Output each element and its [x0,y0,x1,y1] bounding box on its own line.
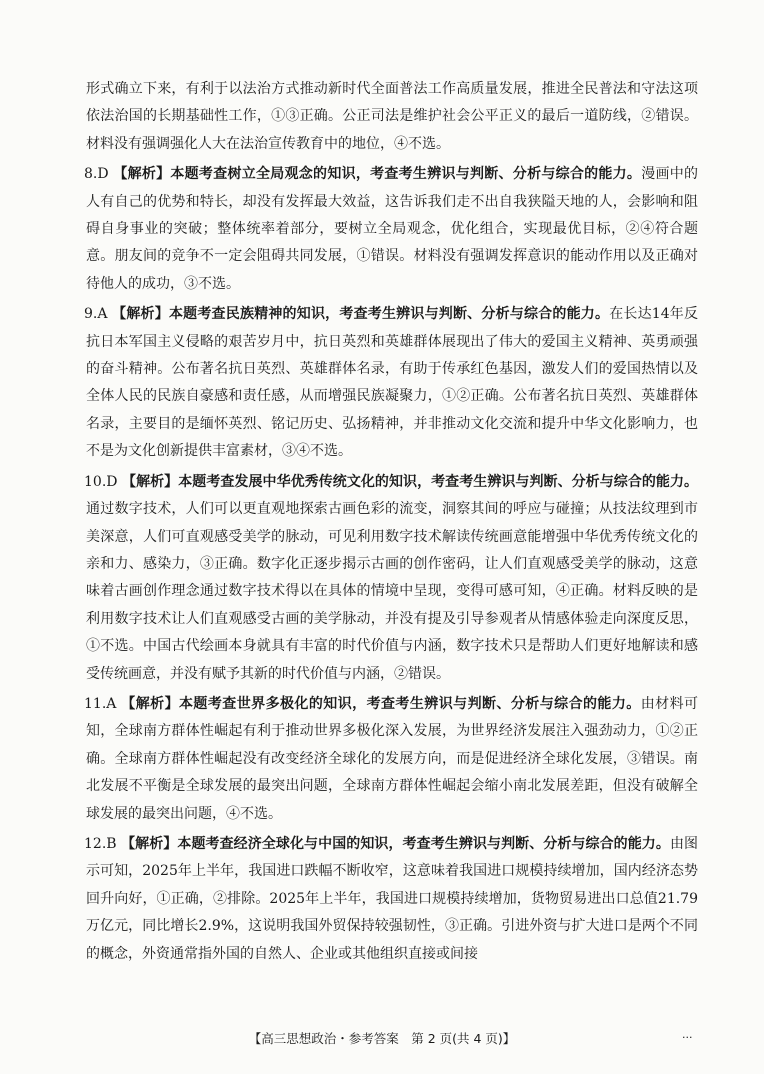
question-lead: 本题考查树立全局观念的知识，考查考生辨识与判断、分析与综合的能力。 [170,166,642,183]
question-lead: 本题考查经济全球化与中国的知识，考查考生辨识与判断、分析与综合的能力。 [177,835,670,852]
question-number: 10. [84,473,107,490]
question-12 [86,831,698,968]
question-answer: D [106,473,118,490]
question-10 [86,469,698,688]
analysis-tag: 【解析】 [121,695,179,712]
analysis-tag: 【解析】 [113,166,171,183]
question-8 [86,161,698,298]
analysis-tag: 【解析】 [121,835,178,852]
analysis-tag: 【解析】 [122,473,179,490]
question-body: 通过数字技术，人们可以更直观地探索古画色彩的流变，洞察其间的呼应与碰撞；从技法纹理到市美深意，人们可直观感受美学的脉动，可见利用数字技术解读传统画意能增强中华优秀传统文化的亲和力、感染力，③正确。数字化正逐步揭示古画的创作密码，让人们直观感受美学的脉动，这意味着古画创作理念通过数字技术得以在具体的情境中呈现，变得可感可知，④正确。材料反映的是利用数字技术让人们直观感受古画的美学脉动，并没有提及引导参观者从情感体验走向深度反思，①不选。中国古代绘画本身就具有丰富的时代价值与内涵，数字技术只是帮助人们更好地解读和感受传统画意，并没有赋予其新的时代价值与内涵，②错误。 [86,501,698,682]
answer-content [86,76,698,968]
analysis-tag: 【解析】 [112,306,169,323]
question-lead: 本题考查发展中华优秀传统文化的知识，考查考生辨识与判断、分析与综合的能力。 [178,473,699,490]
question-answer: D [97,166,109,183]
question-body: 漫画中的人有自己的优势和特长，却没有发挥最大效益，这告诉我们走不出自我狭隘天地的人，会影响和阻碍自身事业的突破；整体统率着部分，要树立全局观念，优化组合，实现最优目标，②④符合题意。朋友间的竞争不一定会阻碍共同发展，①错误。材料没有强调发挥意识的能动作用以及正确对待他人的成功，③不选。 [86,166,699,292]
footer-mark: ... [682,1028,693,1041]
question-body: 由材料可知，全球南方群体性崛起有利于推动世界多极化深入发展，为世界经济发展注入强劲动力，①②正确。全球南方群体性崛起没有改变经济全球化的发展方向，而是促进经济全球化发展，③错误。南北发展不平衡是全球发展的最突出问题，全球南方群体性崛起会缩小南北发展差距，但没有破解全球发展的最突出问题，④不选。 [86,695,699,822]
question-11 [86,691,698,828]
question-answer: A [97,306,108,323]
question-number: 12. [84,835,107,852]
question-body: 由图示可知，2025年上半年，我国进口跌幅不断收窄，这意味着我国进口规模持续增加，国内经济态势回升向好，①正确，②排除。2025年上半年，我国进口规模持续增加，货物贸易进出口总值21.79万亿元，同比增长2.9%，这说明我国外贸保持较强韧性，③正确。引进外资与扩大进口是两个不同的概念，外资通常指外国的自然人、企业或其他组织直接或间接 [86,835,699,962]
question-lead: 本题考查民族精神的知识，考查考生辨识与判断、分析与综合的能力。 [168,306,610,323]
page-footer: 【高三思想政治・参考答案 第 2 页(共 4 页)】 [248,1031,516,1046]
question-9 [86,301,698,465]
question-number: 9. [84,306,98,323]
question-answer: B [106,835,117,852]
question-lead: 本题考查世界多极化的知识，考查考生辨识与判断、分析与综合的能力。 [179,695,641,712]
question-answer: A [106,695,117,712]
intro-paragraph: 形式确立下来，有利于以法治方式推动新时代全面普法工作高质量发展，推进全民普法和守法这项依法治国的长期基础性工作，①③正确。公正司法是维护社会公平正义的最后一道防线，②错误。材料没有强调强化人大在法治宣传教育中的地位，④不选。 [86,81,698,152]
question-number: 11. [84,695,107,712]
question-number: 8. [84,166,98,183]
question-body: 在长达14年反抗日本军国主义侵略的艰苦岁月中，抗日英烈和英雄群体展现出了伟大的爱国主义精神、英勇顽强的奋斗精神。公布著名抗日英烈、英雄群体名录，有助于传承红色基因，激发人们的爱国热情以及全体人民的民族自豪感和责任感，从而增强民族凝聚力，①②正确。公布著名抗日英烈、英雄群体名录，主要目的是缅怀英烈、铭记历史、弘扬精神，并非推动文化交流和提升中华文化影响力，也不是为文化创新提供丰富素材，③④不选。 [86,306,699,460]
